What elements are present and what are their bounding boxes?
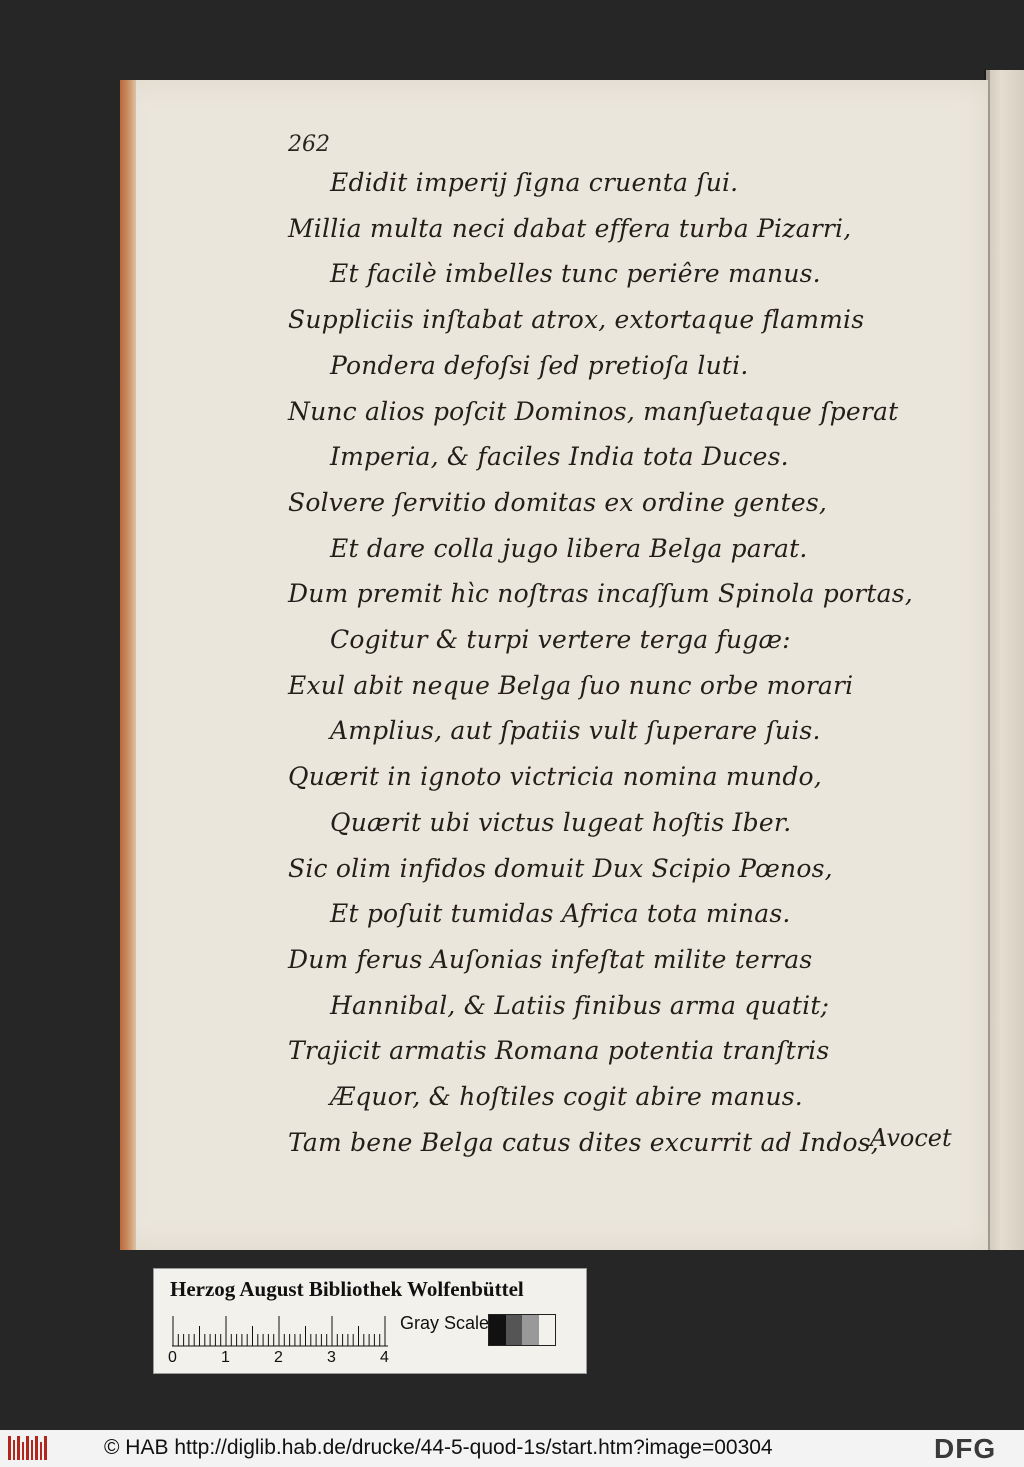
gray-scale-swatch: [488, 1314, 556, 1346]
verse-line: Sic olim infidos domuit Dux Scipio Pœnos,: [288, 854, 833, 883]
verse-line: Imperia, & faciles India tota Duces.: [330, 442, 789, 471]
page-edge: [120, 80, 136, 1250]
catchword: Avocet: [870, 1124, 952, 1152]
footer-bar: [0, 1430, 1024, 1467]
ruler-number: 4: [380, 1349, 389, 1366]
next-page-sliver: [986, 70, 1024, 1250]
verse-line: Et poſuit tumidas Africa tota minas.: [330, 899, 791, 928]
verse-line: Quærit ubi victus lugeat hoſtis Iber.: [330, 808, 792, 837]
page-number: 262: [288, 132, 330, 157]
ruler-number: 3: [327, 1349, 336, 1366]
library-title: Herzog August Bibliothek Wolfenbüttel: [170, 1277, 524, 1301]
verse-line: Pondera defoſsi ſed pretioſa luti.: [330, 351, 749, 380]
verse-line: Amplius, aut ſpatiis vult ſuperare ſuis.: [330, 716, 821, 745]
verse-line: Et dare colla jugo libera Belga parat.: [330, 534, 808, 563]
ruler-scale: [172, 1313, 388, 1347]
verse-line: Dum premit hìc noſtras incaſſum Spinola portas,: [288, 579, 913, 608]
verse-line: Millia multa neci dabat effera turba Pizarri,: [288, 214, 852, 243]
book-page: [120, 80, 988, 1250]
verse-line: Exul abit neque Belga ſuo nunc orbe morari: [288, 671, 854, 700]
verse-line: Trajicit armatis Romana potentia tranſtris: [288, 1036, 830, 1065]
ruler-number: 2: [274, 1349, 283, 1366]
verse-line: Edidit imperij ſigna cruenta ſui.: [330, 168, 739, 197]
gray-scale-label: Gray Scale: [400, 1313, 490, 1333]
ruler-number: 1: [221, 1349, 230, 1366]
verse-line: Cogitur & turpi vertere terga fugæ:: [330, 625, 791, 654]
verse-line: Hannibal, & Latiis finibus arma quatit;: [330, 991, 830, 1020]
ruler-number: 0: [168, 1349, 177, 1366]
verse-line: Et facilè imbelles tunc periêre manus.: [330, 259, 821, 288]
verse-line: Solvere ſervitio domitas ex ordine gentes,: [288, 488, 828, 517]
barcode-logo-icon: [6, 1434, 50, 1462]
footer-url[interactable]: © HAB http://diglib.hab.de/drucke/44-5-quod-1s/start.htm?image=00304: [104, 1436, 773, 1459]
verse-line: Æquor, & hoſtiles cogit abire manus.: [330, 1082, 803, 1111]
verse-line: Nunc alios poſcit Dominos, manſuetaque ſperat: [288, 397, 899, 426]
verse-line: Dum ferus Auſonias infeſtat milite terras: [288, 945, 813, 974]
verse-line: Tam bene Belga catus dites excurrit ad Indos,: [288, 1128, 879, 1157]
dfg-logo: DFG: [934, 1433, 997, 1464]
calibration-label: [153, 1268, 587, 1374]
verse-line: Quærit in ignoto victricia nomina mundo,: [288, 762, 822, 791]
verse-line: Suppliciis inſtabat atrox, extortaque flammis: [288, 305, 865, 334]
